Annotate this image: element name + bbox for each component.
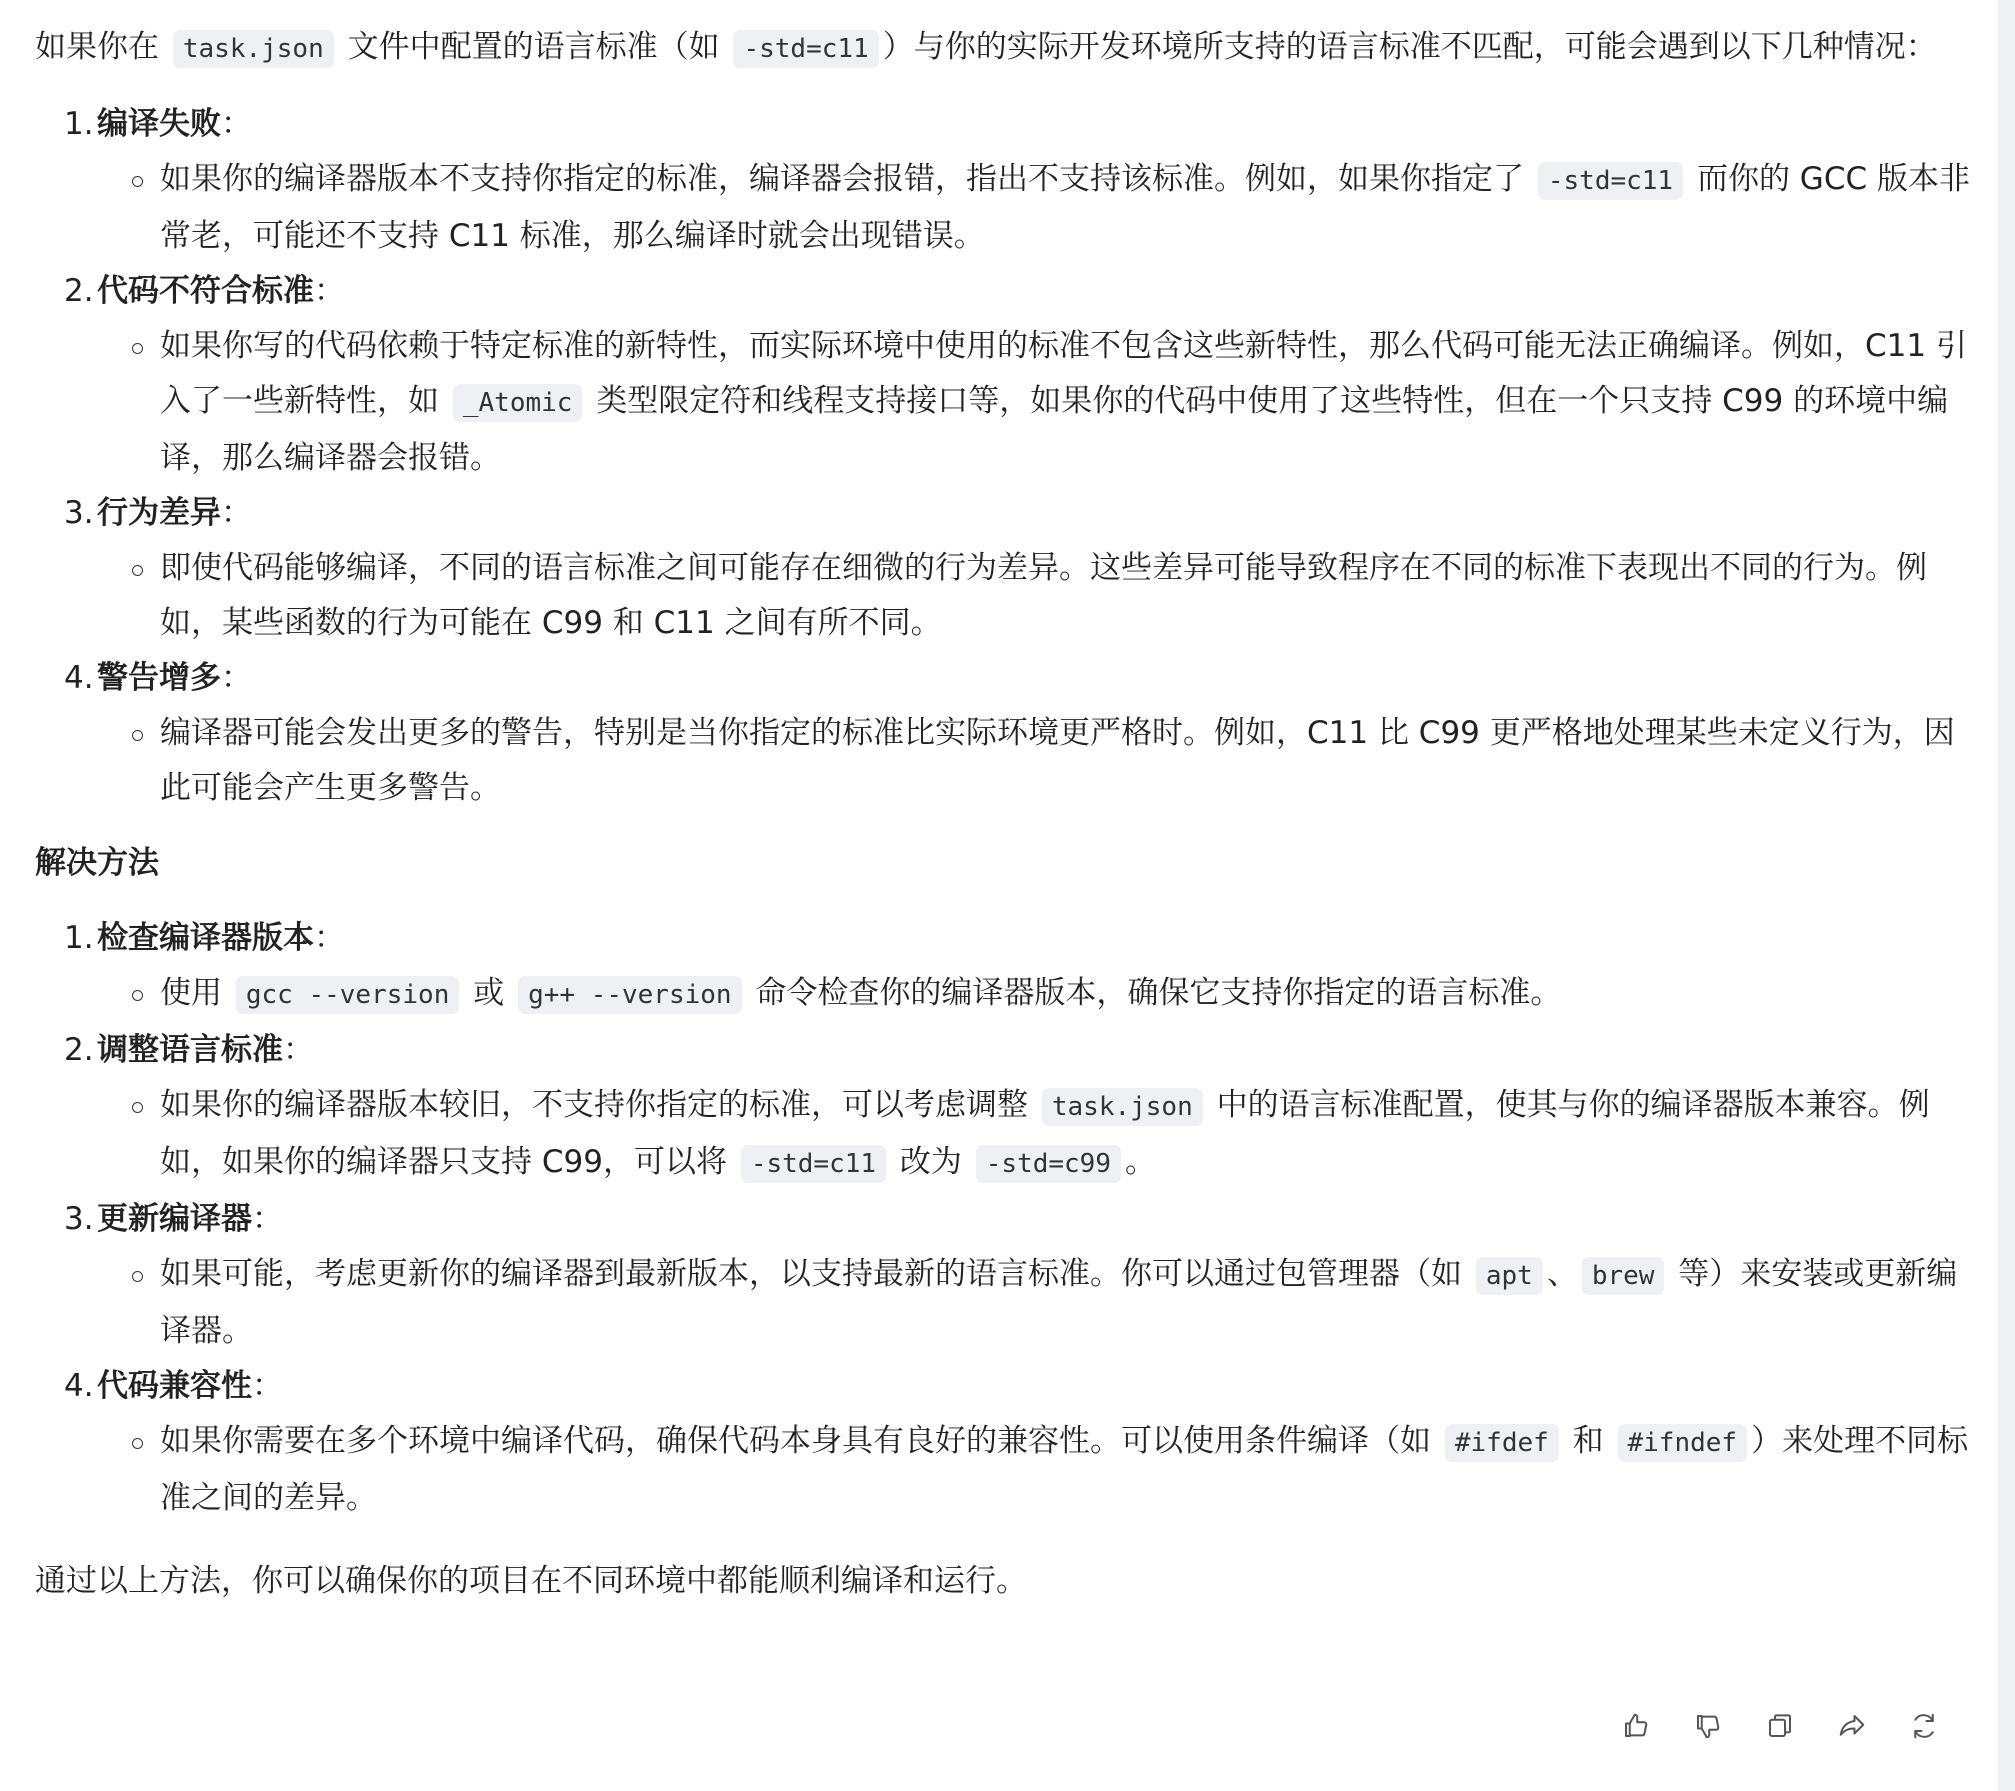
bullet-list: [97, 1247, 1975, 1359]
inline-code: -std=c99: [976, 1145, 1121, 1183]
share-icon: [1837, 1711, 1867, 1741]
inline-code: brew: [1582, 1257, 1665, 1295]
text-run: 使用: [160, 975, 232, 1011]
text-run: 如果你写的代码依赖于特定标准的新特性，而实际环境中使用的标准不包含这些新特性，那么代码可能无法正确编译。例如，C11 引入了一些新特性，如: [160, 328, 1967, 419]
inline-code: gcc --version: [236, 976, 460, 1014]
inline-code: -std=c11: [733, 30, 878, 68]
inline-code: #ifndef: [1618, 1424, 1748, 1462]
text-run: 如果可能，考虑更新你的编译器到最新版本，以支持最新的语言标准。你可以通过包管理器（如: [160, 1256, 1472, 1292]
text-run: ）与你的实际开发环境所支持的语言标准不匹配，可能会遇到以下几种情况：: [882, 29, 1937, 65]
intro-paragraph: [35, 20, 1975, 77]
text-run: 如果你的编译器版本较旧，不支持你指定的标准，可以考虑调整: [160, 1087, 1038, 1123]
copy-button[interactable]: [1764, 1710, 1796, 1742]
item-title: 代码不符合标准: [97, 273, 314, 309]
text-run: 改为: [890, 1144, 972, 1180]
text-run: 和: [1562, 1423, 1614, 1459]
bullet-list: [97, 1414, 1975, 1526]
text-run: 而你的 GCC 版本非常老，可能还不支持 C11 标准，那么编译时就会出现错误。: [160, 161, 1970, 254]
text-run: ）来处理不同标准之间的差异。: [160, 1423, 1969, 1516]
outro-paragraph: 通过以上方法，你可以确保你的项目在不同环境中都能顺利编译和运行。: [35, 1563, 1027, 1599]
bullet-item: [129, 706, 1975, 816]
text-run: 中的语言标准配置，使其与你的编译器版本兼容。例如，如果你的编译器只支持 C99，可以将: [160, 1087, 1930, 1180]
scrollbar-track[interactable]: [1998, 0, 2015, 1791]
list-item: 2. 调整语言标准： 如果你的编译器版本较旧，不支持你指定的标准，可以考虑调整 task.json 中的语言标准配置，使其与你的编译器版本兼容。例如，如果你的编译器只支持 C99，可以将 -std=c11 改为 -std=c99 。: [65, 1023, 1975, 1192]
bullet-item: [129, 152, 1975, 264]
list-item: 1. 检查编译器版本： 使用 gcc --version 或 g++ --version 命令检查你的编译器版本，确保它支持你指定的语言标准。: [65, 911, 1975, 1023]
item-title: 调整语言标准: [97, 1032, 283, 1068]
thumbs-up-button[interactable]: [1620, 1710, 1652, 1742]
list-item: 4. 代码兼容性： 如果你需要在多个环境中编译代码，确保代码本身具有良好的兼容性。可以使用条件编译（如 #ifdef 和 #ifndef ）来处理不同标准之间的差异。: [65, 1359, 1975, 1526]
message-content: [35, 20, 1975, 1609]
item-title: 警告增多: [97, 660, 221, 696]
inline-code: #ifdef: [1445, 1424, 1559, 1462]
bullet-list: [97, 541, 1975, 651]
share-button[interactable]: [1836, 1710, 1868, 1742]
list-item: 4. 警告增多： 编译器可能会发出更多的警告，特别是当你指定的标准比实际环境更严格时。例如，C11 比 C99 更严格地处理某些未定义行为，因此可能会产生更多警告。: [65, 651, 1975, 816]
refresh-icon: [1909, 1711, 1939, 1741]
text-run: 类型限定符和线程支持接口等，如果你的代码中使用了这些特性，但在一个只支持 C99 的环境中编译，那么编译器会报错。: [160, 383, 1949, 476]
text-run: 如果你的编译器版本不支持你指定的标准，编译器会报错，指出不支持该标准。例如，如果你指定了: [160, 161, 1534, 197]
bullet-list: [97, 966, 1975, 1023]
regenerate-button[interactable]: [1908, 1710, 1940, 1742]
solution-list: [35, 911, 1975, 1526]
item-title: 更新编译器: [97, 1201, 252, 1237]
text-run: 编译器可能会发出更多的警告，特别是当你指定的标准比实际环境更严格时。例如，C11 比 C99 更严格地处理某些未定义行为，因此可能会产生更多警告。: [160, 715, 1955, 806]
inline-code: task.json: [173, 30, 334, 68]
text-run: 或: [463, 975, 515, 1011]
bullet-list: [97, 1078, 1975, 1192]
item-title: 检查编译器版本: [97, 920, 314, 956]
thumbs-down-button[interactable]: [1692, 1710, 1724, 1742]
bullet-item: [129, 966, 1975, 1023]
thumbs-up-icon: [1621, 1711, 1651, 1741]
problem-list: [35, 97, 1975, 816]
text-run: 即使代码能够编译，不同的语言标准之间可能存在细微的行为差异。这些差异可能导致程序在不同的标准下表现出不同的行为。例如，某些函数的行为可能在 C99 和 C11 之间有所不同。: [160, 550, 1927, 641]
inline-code: apt: [1476, 1257, 1543, 1295]
item-title: 编译失败: [97, 106, 221, 142]
text-run: 文件中配置的语言标准（如: [337, 29, 730, 65]
bullet-item: [129, 1414, 1975, 1526]
text-run: 、: [1546, 1256, 1578, 1292]
inline-code: -std=c11: [741, 1145, 886, 1183]
bullet-list: [97, 319, 1975, 486]
text-run: 如果你在: [35, 29, 169, 65]
inline-code: -std=c11: [1538, 162, 1683, 200]
list-item: 1. 编译失败： 如果你的编译器版本不支持你指定的标准，编译器会报错，指出不支持该标准。例如，如果你指定了 -std=c11 而你的 GCC 版本非常老，可能还不支持 C11 标准，那么编译时就会出现错误。: [65, 97, 1975, 264]
text-run: 命令检查你的编译器版本，确保它支持你指定的语言标准。: [745, 975, 1562, 1011]
list-item: 3. 行为差异： 即使代码能够编译，不同的语言标准之间可能存在细微的行为差异。这些差异可能导致程序在不同的标准下表现出不同的行为。例如，某些函数的行为可能在 C99 和 C11 之间有所不同。: [65, 486, 1975, 651]
message-actions: [1620, 1710, 1940, 1742]
inline-code: _Atomic: [453, 384, 583, 422]
bullet-item: [129, 1247, 1975, 1359]
item-title: 行为差异: [97, 495, 221, 531]
text-run: 。: [1125, 1144, 1156, 1180]
bullet-list: [97, 706, 1975, 816]
bullet-list: [97, 152, 1975, 264]
bullet-item: [129, 541, 1975, 651]
inline-code: g++ --version: [518, 976, 742, 1014]
solutions-heading: 解决方法: [35, 845, 159, 881]
text-run: 等）来安装或更新编译器。: [160, 1256, 1958, 1349]
bullet-item: [129, 319, 1975, 486]
copy-icon: [1765, 1711, 1795, 1741]
inline-code: task.json: [1042, 1088, 1203, 1126]
item-title: 代码兼容性: [97, 1368, 252, 1404]
bullet-item: [129, 1078, 1975, 1192]
list-item: 3. 更新编译器： 如果可能，考虑更新你的编译器到最新版本，以支持最新的语言标准。你可以通过包管理器（如 apt 、 brew 等）来安装或更新编译器。: [65, 1192, 1975, 1359]
text-run: 如果你需要在多个环境中编译代码，确保代码本身具有良好的兼容性。可以使用条件编译（如: [160, 1423, 1441, 1459]
list-item: 2. 代码不符合标准： 如果你写的代码依赖于特定标准的新特性，而实际环境中使用的标准不包含这些新特性，那么代码可能无法正确编译。例如，C11 引入了一些新特性，如 _Atomic 类型限定符和线程支持接口等，如果你的代码中使用了这些特性，但在一个只支持 C99 的环境中编译，那么编译器会报错。: [65, 264, 1975, 486]
thumbs-down-icon: [1693, 1711, 1723, 1741]
